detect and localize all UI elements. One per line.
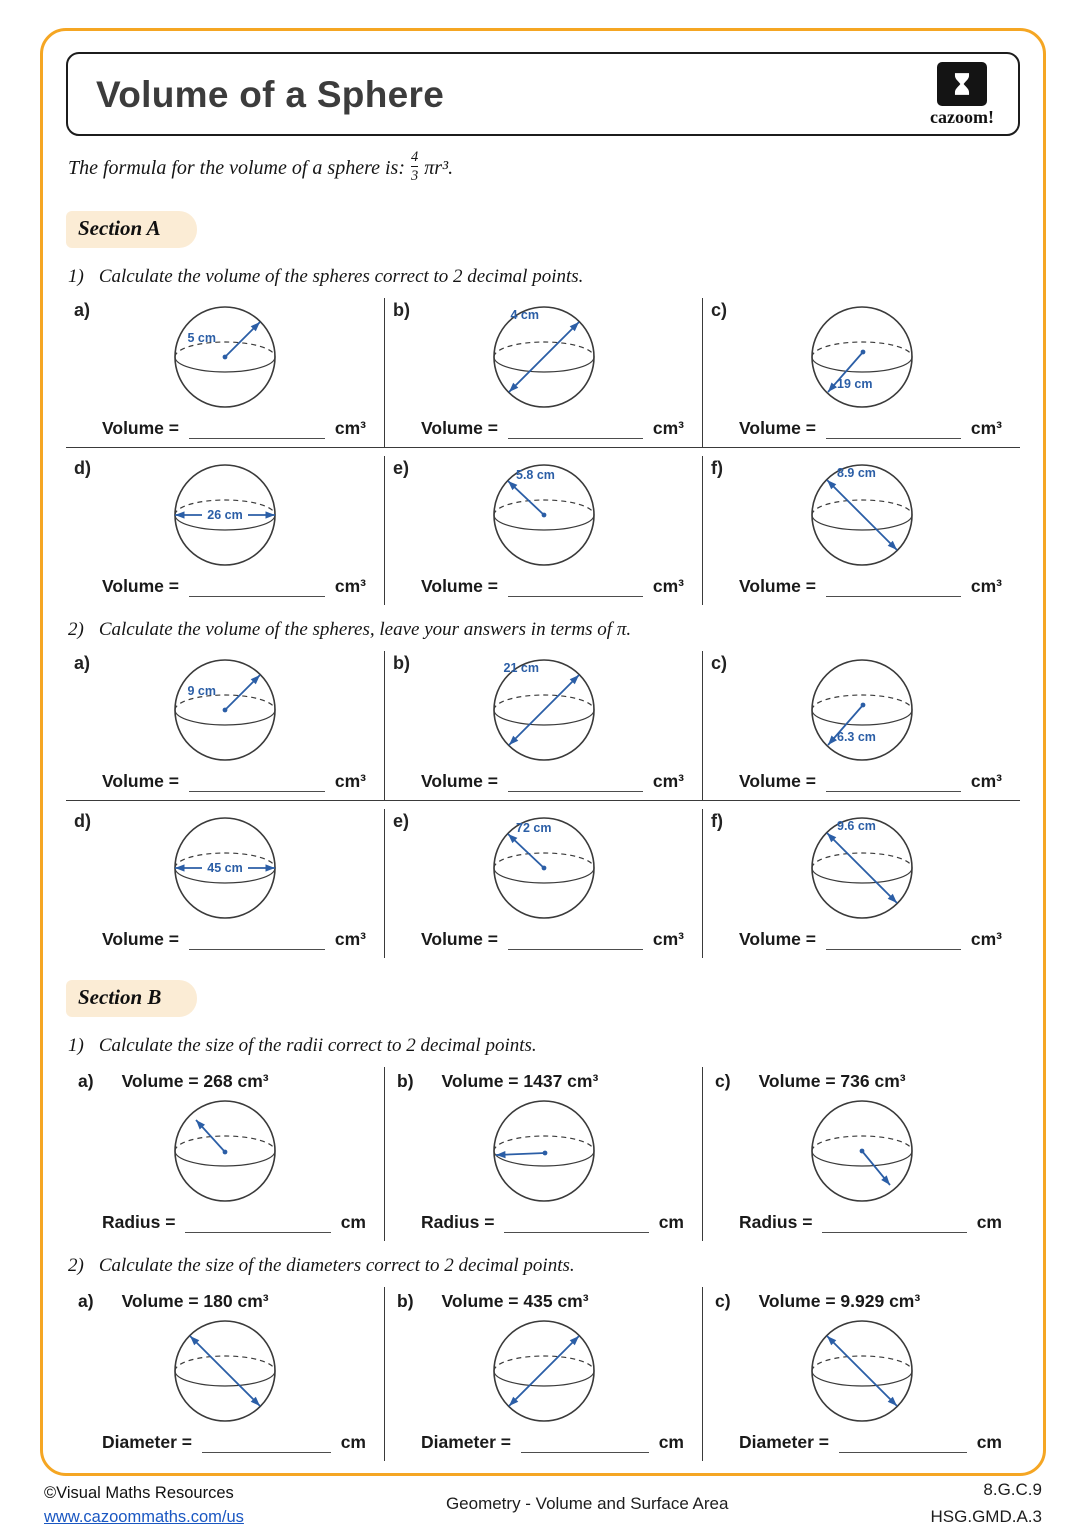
svg-text:6.3 cm: 6.3 cm	[836, 730, 876, 745]
answer-blank	[508, 931, 643, 950]
hourglass-icon	[937, 62, 987, 106]
given-volume: Volume = 268 cm³	[121, 1071, 269, 1092]
formula-fraction	[411, 150, 418, 183]
sphere-figure	[787, 458, 937, 574]
answer-label: Volume =	[421, 771, 498, 792]
website-link[interactable]: www.cazoommaths.com/us	[44, 1508, 244, 1527]
answer-unit: cm³	[652, 929, 684, 950]
answer-blank	[826, 931, 961, 950]
sphere-figure	[150, 1094, 300, 1210]
formula-text: The formula for the volume of a sphere is:	[68, 157, 406, 180]
answer-line	[74, 576, 376, 597]
answer-line	[393, 418, 694, 439]
sphere-figure	[469, 811, 619, 927]
cazoom-logo	[930, 62, 994, 128]
formula-line	[68, 149, 1020, 185]
answer-blank	[504, 1214, 648, 1233]
answer-label: Volume =	[739, 576, 816, 597]
problem-cell	[702, 298, 1020, 447]
problem-cell	[66, 809, 384, 958]
problem-letter: c)	[715, 1071, 731, 1092]
problem-letter: b)	[393, 300, 410, 321]
given-volume: Volume = 9.929 cm³	[758, 1291, 921, 1312]
sphere-figure	[150, 458, 300, 574]
problem-letter: c)	[711, 653, 728, 674]
answer-label: Radius =	[739, 1212, 813, 1233]
answer-blank	[508, 773, 643, 792]
problem-row	[66, 809, 1020, 958]
answer-unit: cm	[658, 1432, 684, 1453]
sphere-figure	[787, 653, 937, 769]
answer-line	[393, 771, 694, 792]
problem-header	[711, 1069, 1012, 1094]
svg-text:72 cm: 72 cm	[515, 821, 551, 836]
answer-label: Diameter =	[739, 1432, 829, 1453]
answer-label: Diameter =	[421, 1432, 511, 1453]
worksheet-content	[66, 52, 1020, 1461]
sphere-figure	[469, 300, 619, 416]
problem-letter: e)	[393, 458, 410, 479]
svg-text:5 cm: 5 cm	[187, 331, 216, 346]
problem-letter: c)	[711, 300, 728, 321]
answer-label: Volume =	[102, 929, 179, 950]
answer-line	[74, 929, 376, 950]
svg-text:26 cm: 26 cm	[207, 508, 243, 523]
answer-label: Volume =	[421, 418, 498, 439]
answer-blank	[189, 420, 325, 439]
answer-label: Volume =	[739, 771, 816, 792]
answer-unit: cm³	[334, 929, 366, 950]
section-heading: Section A	[66, 211, 197, 248]
copyright-text: ©Visual Maths Resources	[44, 1484, 234, 1503]
answer-line	[711, 1212, 1012, 1233]
logo-wordmark: cazoom!	[930, 107, 994, 127]
problem-row	[66, 1067, 1020, 1241]
answer-line	[74, 418, 376, 439]
problem-cell	[702, 809, 1020, 958]
svg-text:9.6 cm: 9.6 cm	[836, 819, 876, 834]
page-title: Volume of a Sphere	[96, 74, 445, 115]
answer-label: Volume =	[102, 576, 179, 597]
sphere-figure	[787, 300, 937, 416]
answer-blank	[189, 578, 325, 597]
footer-left	[44, 1482, 244, 1530]
answer-label: Diameter =	[102, 1432, 192, 1453]
problem-cell	[384, 651, 702, 800]
answer-blank	[826, 420, 961, 439]
footer	[44, 1477, 1042, 1530]
problem-row	[66, 298, 1020, 448]
answer-label: Radius =	[421, 1212, 495, 1233]
given-volume: Volume = 1437 cm³	[441, 1071, 599, 1092]
problem-cell	[702, 456, 1020, 605]
problem-cell	[384, 456, 702, 605]
answer-line	[74, 1212, 376, 1233]
answer-unit: cm³	[334, 576, 366, 597]
answer-unit: cm³	[970, 418, 1002, 439]
problem-cell	[66, 651, 384, 800]
problem-letter: d)	[74, 458, 91, 479]
problem-letter: a)	[74, 653, 91, 674]
answer-line	[393, 576, 694, 597]
answer-label: Radius =	[102, 1212, 176, 1233]
svg-text:4 cm: 4 cm	[510, 308, 539, 323]
answer-label: Volume =	[739, 929, 816, 950]
problem-letter: a)	[78, 1071, 94, 1092]
problem-letter: a)	[78, 1291, 94, 1312]
sphere-figure	[469, 1094, 619, 1210]
answer-unit: cm	[340, 1432, 366, 1453]
problem-header	[74, 1069, 376, 1094]
svg-text:9 cm: 9 cm	[187, 684, 216, 699]
question-instruction: Calculate the volume of the spheres, leave your answers in terms of π.	[98, 619, 632, 641]
problem-letter: d)	[74, 811, 91, 832]
answer-label: Volume =	[421, 929, 498, 950]
footer-standards	[931, 1477, 1042, 1530]
question-number: 2)	[68, 1255, 84, 1277]
answer-label: Volume =	[739, 418, 816, 439]
problem-letter: f)	[711, 811, 723, 832]
answer-unit: cm	[976, 1212, 1002, 1233]
answer-blank	[822, 1214, 966, 1233]
problem-cell	[384, 298, 702, 447]
question-line	[68, 1035, 1020, 1057]
problem-cell	[66, 456, 384, 605]
answer-unit: cm³	[970, 576, 1002, 597]
answer-unit: cm³	[970, 929, 1002, 950]
answer-blank	[189, 773, 325, 792]
problem-cell	[702, 1067, 1020, 1241]
problem-letter: c)	[715, 1291, 731, 1312]
problem-header	[74, 1289, 376, 1314]
footer-topic: Geometry - Volume and Surface Area	[445, 1494, 729, 1513]
problem-letter: e)	[393, 811, 410, 832]
question-line	[68, 266, 1020, 288]
svg-text:21 cm: 21 cm	[503, 661, 539, 676]
answer-unit: cm	[658, 1212, 684, 1233]
sphere-figure	[150, 653, 300, 769]
answer-line	[393, 1212, 694, 1233]
question-number: 1)	[68, 266, 84, 288]
section-heading: Section B	[66, 980, 197, 1017]
question-instruction: Calculate the size of the diameters correct to 2 decimal points.	[98, 1255, 575, 1277]
answer-line	[711, 418, 1012, 439]
answer-blank	[185, 1214, 330, 1233]
question-line	[68, 1255, 1020, 1277]
answer-blank	[189, 931, 325, 950]
problem-letter: f)	[711, 458, 723, 479]
problem-cell	[384, 1067, 702, 1241]
standard-code-2: HSG.GMD.A.3	[930, 1506, 1042, 1526]
given-volume: Volume = 736 cm³	[758, 1071, 906, 1092]
sphere-figure	[469, 1314, 619, 1430]
problem-row	[66, 456, 1020, 605]
answer-unit: cm³	[652, 771, 684, 792]
answer-line	[393, 1432, 694, 1453]
sphere-figure	[469, 653, 619, 769]
answer-unit: cm³	[970, 771, 1002, 792]
given-volume: Volume = 435 cm³	[441, 1291, 589, 1312]
sections-container	[66, 189, 1020, 1461]
answer-unit: cm³	[334, 418, 366, 439]
sphere-figure	[469, 458, 619, 574]
sphere-figure	[150, 811, 300, 927]
answer-line	[393, 929, 694, 950]
answer-blank	[508, 420, 643, 439]
question-instruction: Calculate the volume of the spheres correct to 2 decimal points.	[98, 266, 584, 288]
problem-header	[711, 1289, 1012, 1314]
sphere-figure	[787, 1094, 937, 1210]
answer-blank	[826, 578, 961, 597]
standard-code-1: 8.G.C.9	[983, 1480, 1042, 1500]
answer-blank	[202, 1434, 331, 1453]
answer-blank	[826, 773, 961, 792]
problem-cell	[384, 809, 702, 958]
header	[66, 52, 1020, 136]
question-number: 1)	[68, 1035, 84, 1057]
problem-cell	[66, 298, 384, 447]
problem-letter: b)	[393, 653, 410, 674]
problem-cell	[702, 651, 1020, 800]
fraction-numerator: 4	[411, 149, 419, 165]
answer-line	[711, 929, 1012, 950]
problem-row	[66, 651, 1020, 801]
svg-text:45 cm: 45 cm	[207, 861, 243, 876]
answer-line	[711, 1432, 1012, 1453]
problem-letter: a)	[74, 300, 91, 321]
problem-header	[393, 1289, 694, 1314]
answer-line	[74, 1432, 376, 1453]
problem-cell	[384, 1287, 702, 1461]
given-volume: Volume = 180 cm³	[121, 1291, 269, 1312]
problem-header	[393, 1069, 694, 1094]
sphere-figure	[150, 300, 300, 416]
sphere-figure	[787, 1314, 937, 1430]
answer-unit: cm	[340, 1212, 366, 1233]
problem-cell	[702, 1287, 1020, 1461]
answer-blank	[839, 1434, 967, 1453]
svg-text:19 cm: 19 cm	[836, 377, 872, 392]
problem-cell	[66, 1287, 384, 1461]
sphere-figure	[150, 1314, 300, 1430]
answer-label: Volume =	[102, 418, 179, 439]
svg-text:5.8 cm: 5.8 cm	[515, 468, 555, 483]
answer-line	[74, 771, 376, 792]
problem-cell	[66, 1067, 384, 1241]
problem-letter: b)	[397, 1071, 414, 1092]
question-instruction: Calculate the size of the radii correct to 2 decimal points.	[98, 1035, 537, 1057]
formula-tail: πr³.	[424, 157, 454, 180]
sphere-figure	[787, 811, 937, 927]
answer-unit: cm³	[652, 418, 684, 439]
answer-line	[711, 771, 1012, 792]
answer-label: Volume =	[421, 576, 498, 597]
answer-unit: cm³	[334, 771, 366, 792]
fraction-denominator: 3	[411, 167, 419, 184]
answer-blank	[521, 1434, 649, 1453]
question-number: 2)	[68, 619, 84, 641]
answer-blank	[508, 578, 643, 597]
problem-letter: b)	[397, 1291, 414, 1312]
svg-text:8.9 cm: 8.9 cm	[836, 466, 876, 481]
answer-unit: cm	[976, 1432, 1002, 1453]
answer-label: Volume =	[102, 771, 179, 792]
answer-unit: cm³	[652, 576, 684, 597]
answer-line	[711, 576, 1012, 597]
problem-row	[66, 1287, 1020, 1461]
question-line	[68, 619, 1020, 641]
